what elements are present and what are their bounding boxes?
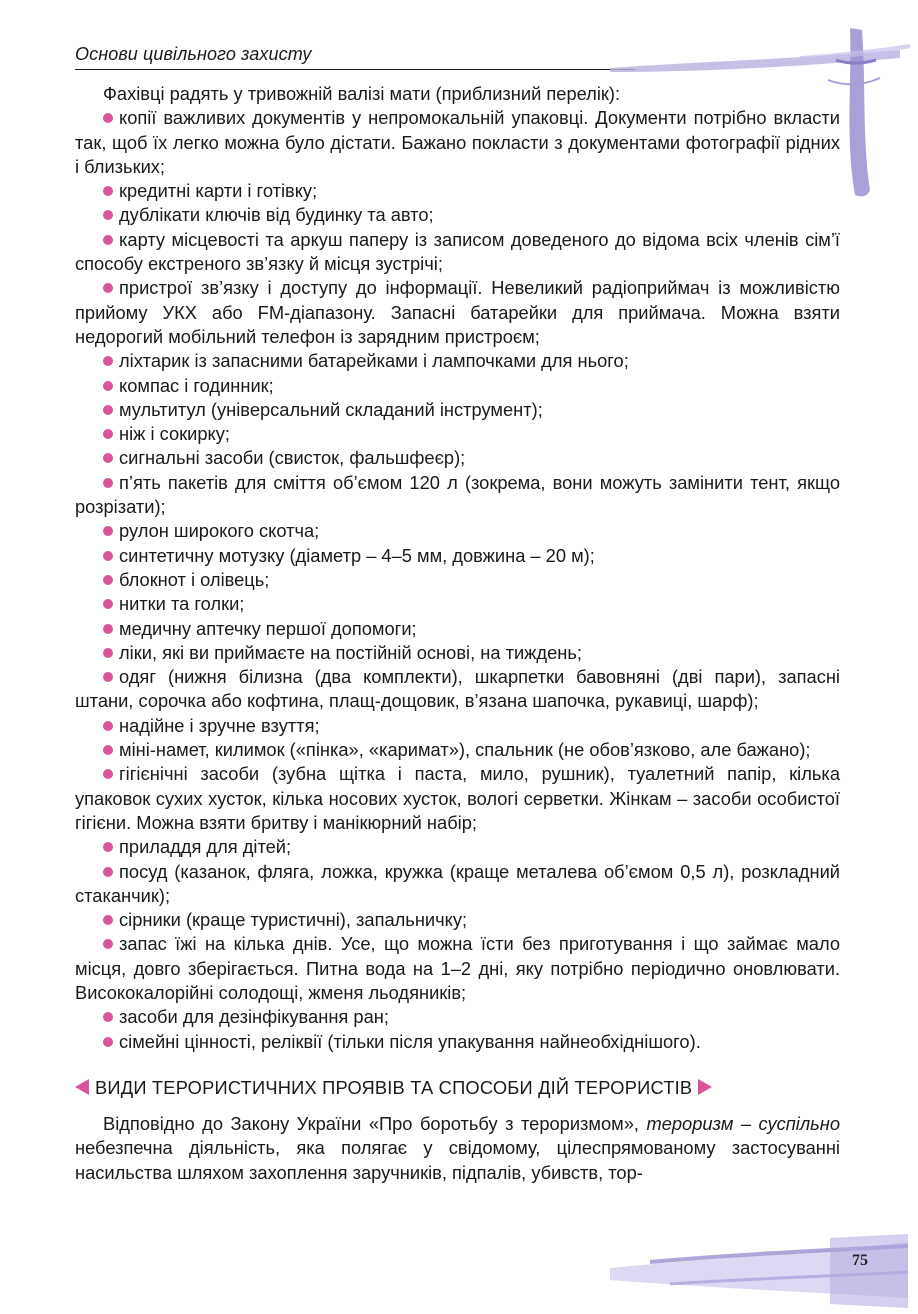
bullet-dot-icon bbox=[103, 235, 113, 245]
bullet-dot-icon bbox=[103, 867, 113, 877]
list-item bbox=[75, 641, 840, 665]
list-item bbox=[75, 203, 840, 227]
bullet-dot-icon bbox=[103, 745, 113, 755]
list-item bbox=[75, 106, 840, 179]
list-item-text: копії важливих документів у непромокальній упаковці. Документи потрібно вкласти так, щоб їх легко можна було дістати. Бажано покласти з документами фотографії рідних і близьких; bbox=[75, 107, 840, 177]
list-item-text: міні-намет, килимок («пінка», «каримат»), спальник (не обов’язково, але бажано); bbox=[119, 739, 811, 761]
list-item bbox=[75, 276, 840, 349]
list-item-text: пристрої зв’язку і доступу до інформації. Невеликий радіоприймач із можливістю прийому УКХ або FM-діапазону. Запасні батарейки для приймача. Можна взяти недорогий мобільний телефон із зарядним пристроєм; bbox=[75, 277, 840, 347]
bullet-dot-icon bbox=[103, 648, 113, 658]
list-item bbox=[75, 714, 840, 738]
list-item bbox=[75, 665, 840, 714]
list-item-text: дублікати ключів від будинку та авто; bbox=[119, 204, 434, 226]
list-item-text: карту місцевості та аркуш паперу із записом доведеного до відома всіх членів сім’ї способу екстреного зв’язку й місця зустрічі; bbox=[75, 228, 840, 275]
list-item bbox=[75, 738, 840, 762]
list-item bbox=[75, 592, 840, 616]
list-item-text: блокнот і олівець; bbox=[119, 568, 270, 590]
list-item-text: ніж і сокирку; bbox=[119, 423, 230, 445]
list-item bbox=[75, 446, 840, 470]
list-item bbox=[75, 835, 840, 859]
list-item bbox=[75, 568, 840, 592]
bullet-dot-icon bbox=[103, 453, 113, 463]
list-item bbox=[75, 762, 840, 835]
bullet-dot-icon bbox=[103, 283, 113, 293]
list-item-text: сімейні цінності, реліквії (тільки після упакування найнеобхіднішого). bbox=[119, 1030, 701, 1052]
bullet-dot-icon bbox=[103, 1037, 113, 1047]
decorative-brush-footer bbox=[590, 1228, 918, 1314]
list-item-text: компас і годинник; bbox=[119, 374, 274, 396]
bullet-dot-icon bbox=[103, 599, 113, 609]
bullet-dot-icon bbox=[103, 405, 113, 415]
bullet-dot-icon bbox=[103, 624, 113, 634]
bullet-dot-icon bbox=[103, 939, 113, 949]
list-item bbox=[75, 544, 840, 568]
header-rule bbox=[75, 69, 635, 70]
bullet-dot-icon bbox=[103, 672, 113, 682]
checklist bbox=[75, 106, 840, 1054]
list-item bbox=[75, 860, 840, 909]
section-heading bbox=[75, 1076, 840, 1100]
list-item bbox=[75, 1030, 840, 1054]
list-item-text: сірники (краще туристичні), запальничку; bbox=[119, 909, 468, 931]
bullet-dot-icon bbox=[103, 1012, 113, 1022]
list-item-text: надійне і зручне взуття; bbox=[119, 714, 320, 736]
list-item bbox=[75, 617, 840, 641]
list-item bbox=[75, 519, 840, 543]
bullet-dot-icon bbox=[103, 113, 113, 123]
body-paragraph bbox=[75, 1112, 840, 1185]
bullet-dot-icon bbox=[103, 551, 113, 561]
bullet-dot-icon bbox=[103, 721, 113, 731]
list-item-text: синтетичну мотузку (діаметр – 4–5 мм, довжина – 20 м); bbox=[119, 544, 595, 566]
list-item bbox=[75, 1005, 840, 1029]
list-item-text: сигнальні засоби (свисток, фальшфеєр); bbox=[119, 447, 466, 469]
list-item bbox=[75, 908, 840, 932]
paragraph-part-1: Відповідно до Закону України «Про боротьбу з тероризмом», bbox=[103, 1113, 647, 1135]
bullet-dot-icon bbox=[103, 186, 113, 196]
bullet-dot-icon bbox=[103, 381, 113, 391]
running-header-title: Основи цивільного захисту bbox=[75, 44, 312, 64]
list-item-text: посуд (казанок, фляга, ложка, кружка (краще металева об’ємом 0,5 л), розкладний стаканчик); bbox=[75, 860, 840, 906]
bullet-dot-icon bbox=[103, 356, 113, 366]
list-item-text: ліхтарик із запасними батарейками і лампочками для нього; bbox=[119, 350, 629, 372]
bullet-dot-icon bbox=[103, 429, 113, 439]
list-item-text: приладдя для дітей; bbox=[119, 836, 292, 858]
list-item-text: нитки та голки; bbox=[119, 593, 245, 615]
bullet-dot-icon bbox=[103, 526, 113, 536]
list-intro: Фахівці радять у тривожній валізі мати (приблизний перелік): bbox=[103, 83, 621, 104]
triangle-left-icon bbox=[75, 1079, 89, 1095]
triangle-right-icon bbox=[698, 1079, 712, 1095]
list-item-text: засоби для дезінфікування ран; bbox=[119, 1006, 389, 1028]
list-item bbox=[75, 349, 840, 373]
main-content bbox=[75, 82, 840, 1185]
bullet-dot-icon bbox=[103, 575, 113, 585]
list-item-text: кредитні карти і готівку; bbox=[119, 180, 318, 202]
bullet-dot-icon bbox=[103, 842, 113, 852]
list-item-text: одяг (нижня білизна (два комплекти), шкарпетки бавовняні (дві пари), запасні штани, сорочка або кофтина, плащ-дощовик, в’язана шапочка, рукавиці, шарф); bbox=[75, 666, 840, 712]
bullet-dot-icon bbox=[103, 210, 113, 220]
bullet-dot-icon bbox=[103, 478, 113, 488]
list-item bbox=[75, 228, 840, 277]
list-item bbox=[75, 398, 840, 422]
page-number: 75 bbox=[852, 1252, 868, 1269]
bullet-dot-icon bbox=[103, 915, 113, 925]
paragraph-part-2: небезпечна діяльність, яка полягає у свідомому, цілеспрямованому застосуванні насильства шляхом захоплення заручників, підпалів, убивств, тор- bbox=[75, 1137, 840, 1183]
list-item-text: рулон широкого скотча; bbox=[119, 520, 320, 542]
list-item-text: гігієнічні засоби (зубна щітка і паста, мило, рушник), туалетний папір, кілька упаковок сухих хусток, кілька носових хусток, вологі серветки. Жінкам – засоби особистої гігієни. Можна взяти бритву і манікюрний набір; bbox=[75, 763, 840, 833]
list-item-text: медичну аптечку першої допомоги; bbox=[119, 617, 417, 639]
bullet-dot-icon bbox=[103, 769, 113, 779]
paragraph-term: тероризм – суспільно bbox=[646, 1113, 840, 1135]
list-item-text: мультитул (універсальний складаний інструмент); bbox=[119, 398, 543, 420]
list-item bbox=[75, 932, 840, 1005]
list-item-text: п’ять пакетів для сміття об’ємом 120 л (зокрема, вони можуть замінити тент, якщо розрізати); bbox=[75, 471, 840, 518]
list-item-text: запас їжі на кілька днів. Усе, що можна їсти без приготування і що займає мало місця, довго зберігається. Питна вода на 1–2 дні, яку потрібно періодично оновлювати. Висококалорійні солодощі, жменя льодяників; bbox=[75, 933, 840, 1003]
list-item bbox=[75, 422, 840, 446]
section-heading-text: ВИДИ ТЕРОРИСТИЧНИХ ПРОЯВІВ ТА СПОСОБИ ДІЙ ТЕРОРИСТІВ bbox=[95, 1076, 693, 1098]
list-item bbox=[75, 374, 840, 398]
list-item-text: ліки, які ви приймаєте на постійній основі, на тиждень; bbox=[119, 641, 582, 663]
list-item bbox=[75, 179, 840, 203]
list-item bbox=[75, 471, 840, 520]
